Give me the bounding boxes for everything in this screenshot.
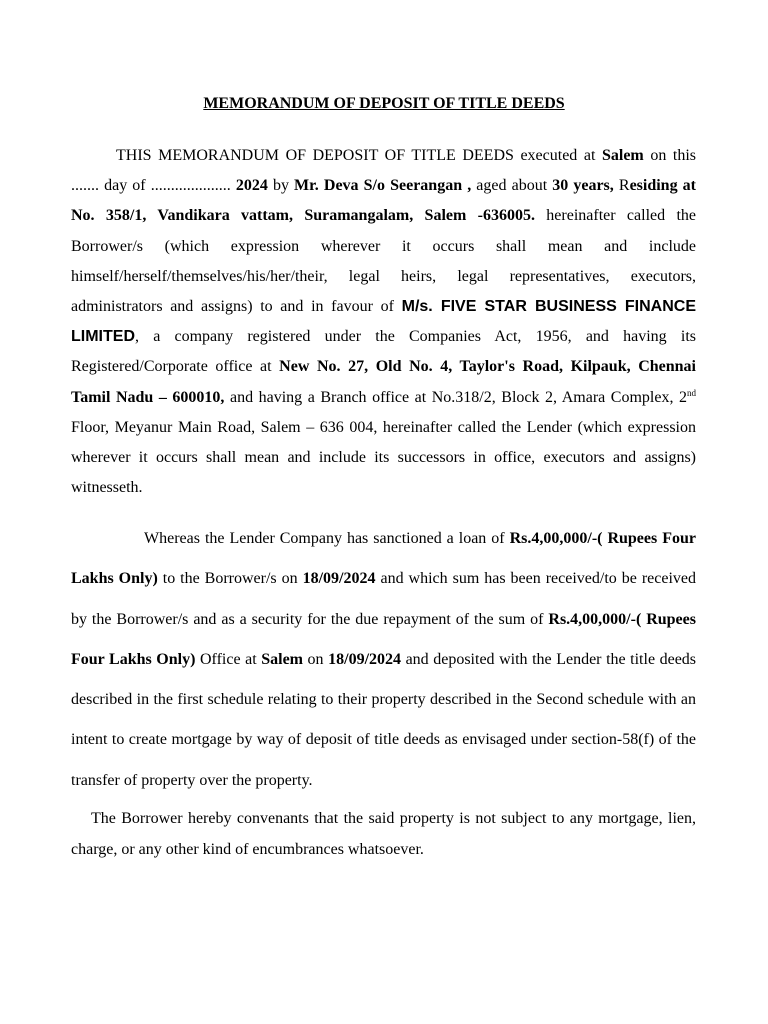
document-title: MEMORANDUM OF DEPOSIT OF TITLE DEEDS [203,95,565,112]
p3-text: The Borrower hereby convenants that the said property is not subject to any mortgage, lien, charge, or any other kind of encumbrances whatsoever. [71,810,696,858]
p2-text-1: Whereas the Lender Company has sanctioned a loan of [144,530,510,547]
p1-text-7: , a company registered under the Companies Act, 1956, and having its Registered/Corporate office at [71,328,696,376]
lender-name: M/s. FIVE STAR BUSINESS FINANCE LIMITED [71,298,697,346]
execution-place: Salem [601,147,644,164]
p2-text-4: Office at [195,650,262,668]
paragraph-loan [71,519,696,801]
execution-year: 2024 [235,177,268,195]
p1-text-4: aged about [471,177,553,195]
paragraph-parties [71,141,696,503]
p1-text-1: THIS MEMORANDUM OF DEPOSIT OF TITLE DEEDS executed at [116,147,602,164]
deposit-date: 18/09/2024 [328,650,402,668]
borrower-address: esiding at No. 358/1, Vandikara vattam, Suramangalam, Salem -636005. [71,177,697,225]
p1-text-8: and having a Branch office at No.318/2, Block 2, Amara Complex, 2 [224,388,688,406]
p2-text-5: on [303,650,329,668]
p2-text-2: to the Borrower/s on [157,570,303,588]
borrower-name: Mr. Deva S/o Seerangan , [294,177,472,195]
loan-amount-repeat: Rs.4,00,000/-( Rupees Four Lakhs Only) [71,610,696,668]
p1-text-6: hereinafter called the Borrower/s (which expression wherever it occurs shall mean and include himself/herself/themselves/his/her/their, legal heirs, legal representatives, executors, administrators and assigns) to and in favour of [71,207,696,316]
p1-text-2: on this ....... day of .................... [71,147,697,195]
p2-text-3: and which sum has been received/to be received by the Borrower/s and as a security for the due repayment of the sum of [71,570,696,628]
registered-office: New No. 27, Old No. 4, Taylor's Road, Kilpauk, Chennai Tamil Nadu – 600010, [71,358,696,406]
p1-text-9: Floor, Meyanur Main Road, Salem – 636 004, hereinafter called the Lender (which expression wherever it occurs shall mean and include its successors in office, executors and assigns) witnesseth. [71,418,696,497]
p1-text-5: R [613,177,630,195]
p2-text-6: and deposited with the Lender the title deeds described in the first schedule relating to their property described in the Second schedule with an intent to create mortgage by way of deposit of title deeds as envisaged under section-58(f) of the transfer of property over the property. [71,650,697,789]
p1-text-3: by [267,177,295,195]
deposit-place: Salem [261,650,303,668]
borrower-age: 30 years, [552,177,614,195]
paragraph-covenant [71,803,696,865]
ordinal-suffix: nd [687,387,697,398]
sanction-date: 18/09/2024 [302,570,376,588]
loan-amount: Rs.4,00,000/-( Rupees Four Lakhs Only) [71,530,696,588]
